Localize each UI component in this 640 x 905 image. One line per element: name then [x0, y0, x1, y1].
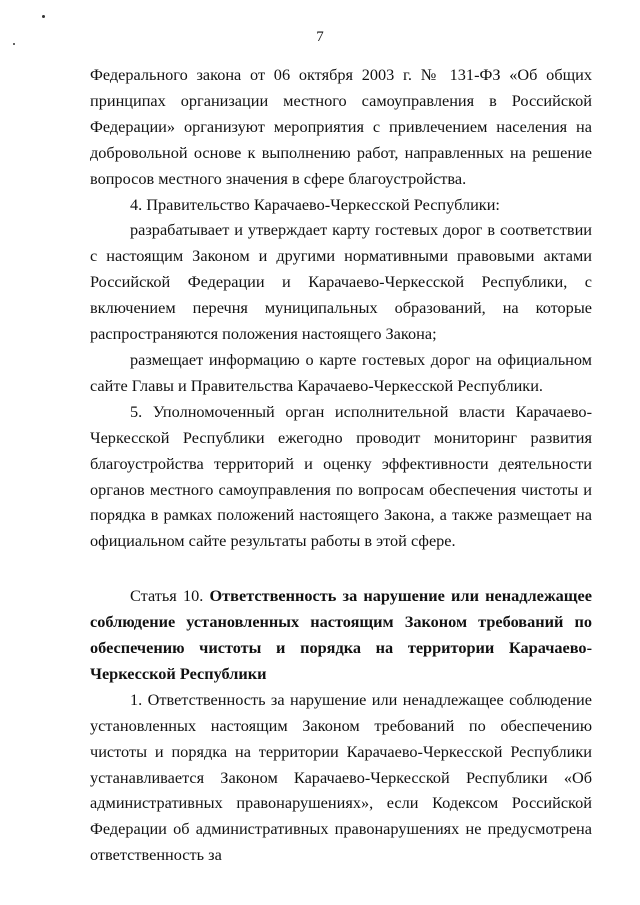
page-number: 7 — [316, 29, 324, 45]
article-heading — [90, 583, 592, 687]
article-label: Статья 10. — [130, 586, 204, 606]
paragraph: Федерального закона от 06 октября 2003 г. № 131-ФЗ «Об общих принципах организации местного самоуправления в Российской Федерации» организуют мероприятия с привлечением населения на добровольной основе к выполнению работ, направленных на решение вопросов местного значения в сфере благоустройства. — [90, 65, 592, 188]
paragraph: 5. Уполномоченный орган исполнительной власти Карачаево-Черкесской Республики ежегодно проводит мониторинг развития благоустройства территорий и оценку эффективности деятельности органов местного самоуправления по вопросам обеспечения чистоты и порядка в рамках положений настоящего Закона, а также размещает на официальном сайте результаты работы в этой сфере. — [90, 401, 592, 551]
paragraph: разрабатывает и утверждает карту гостевых дорог в соответствии с настоящим Законом и другими нормативными правовыми актами Российской Федерации и Карачаево-Черкесской Республики, с включением перечня муниципальных образований, на которые распространяются положения настоящего Закона; — [90, 220, 592, 344]
article-title: Ответственность за нарушение или ненадлежащее соблюдение установленных настоящим Законом требований по обеспечению чистоты и порядка на территории Карачаево-Черкесской Республики — [90, 586, 592, 683]
paragraph: 4. Правительство Карачаево-Черкесской Республики: — [130, 194, 500, 214]
scan-speck — [42, 15, 45, 18]
document-body — [90, 62, 592, 868]
paragraph: размещает информацию о карте гостевых дорог на официальном сайте Главы и Правительства Карачаево-Черкесской Республики. — [90, 349, 592, 395]
paragraph: 1. Ответственность за нарушение или ненадлежащее соблюдение установленных настоящим Законом требований по обеспечению чистоты и порядка на территории Карачаево-Черкесской Республики устанавливается Законом Карачаево-Черкесской Республики «Об административных правонарушениях», если Кодексом Российской Федерации об административных правонарушениях не предусмотрена ответственность за — [90, 689, 592, 865]
